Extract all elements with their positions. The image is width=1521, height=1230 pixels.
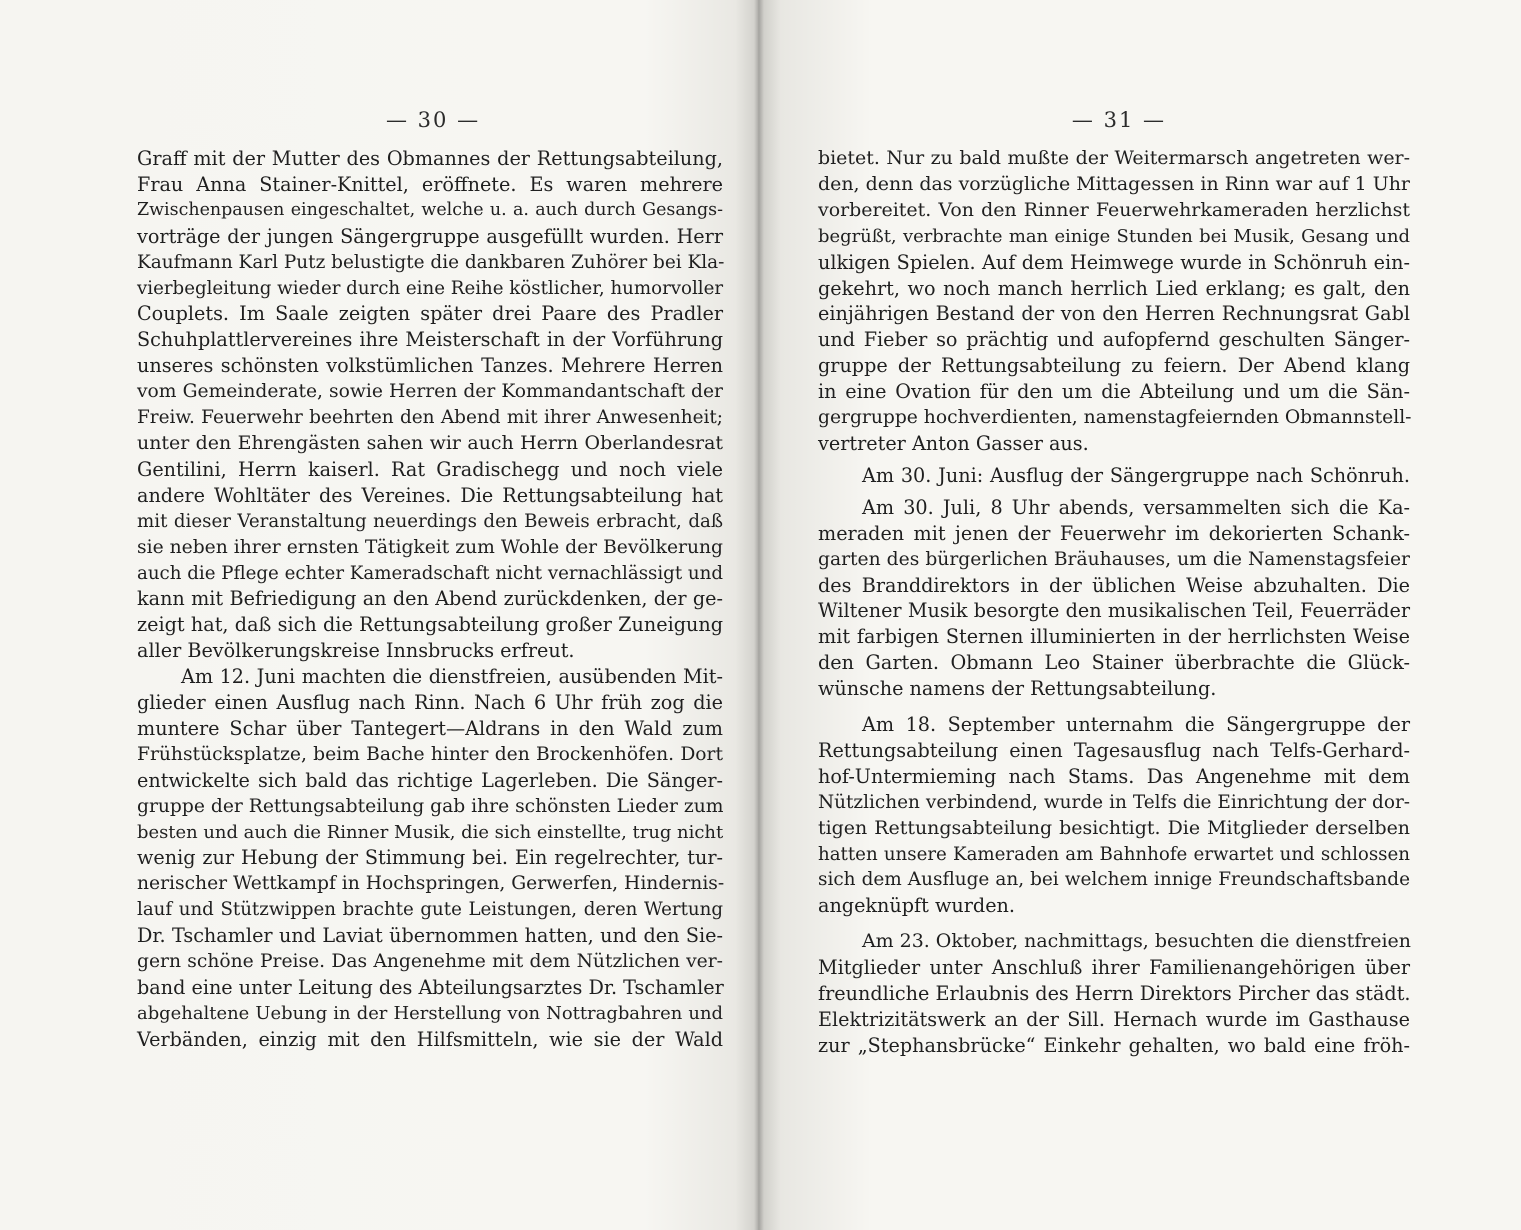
text-line: muntere Schar über Tantegert—Aldrans in den Wald zum <box>137 716 723 740</box>
text-line: Schuhplattlervereines ihre Meisterschaft in der Vorführung <box>137 328 723 352</box>
text-line: Frau Anna Stainer-Knittel, eröffnete. Es waren mehrere <box>137 172 723 196</box>
text-line: Mitglieder unter Anschluß ihrer Familienangehörigen über <box>818 956 1410 980</box>
left-page-number: — 30 — <box>386 108 481 132</box>
text-line: Am 30. Juli, 8 Uhr abends, versammelten sich die Ka- <box>862 495 1410 519</box>
right-page-number: — 31 — <box>1071 108 1166 132</box>
left-page-text <box>137 146 723 1053</box>
text-line: und Fieber so prächtig und aufopfernd geschulten Sänger- <box>818 328 1410 352</box>
text-line: garten des bürgerlichen Bräuhauses, um die Namenstagsfeier <box>818 548 1410 570</box>
text-line: sich dem Ausfluge an, bei welchem innige Freundschaftsbande <box>818 869 1410 891</box>
text-line: gruppe der Rettungsabteilung gab ihre schönsten Lieder zum <box>137 795 724 817</box>
text-line: Gentilini, Herrn kaiserl. Rat Gradischegg und noch viele <box>137 457 723 481</box>
text-line: in eine Ovation für den um die Abteilung und um die Sän- <box>818 380 1410 404</box>
text-line: den Garten. Obmann Leo Stainer überbrachte die Glück- <box>818 651 1410 675</box>
text-line: kann mit Befriedigung an den Abend zurückdenken, der ge- <box>137 587 723 611</box>
text-line: vorbereitet. Von den Rinner Feuerwehrkameraden herzlichst <box>818 198 1410 221</box>
text-line: wünsche namens der Rettungsabteilung. <box>818 677 1217 701</box>
text-line: besten und auch die Rinner Musik, die sich einstellte, trug nicht <box>137 821 724 843</box>
text-line: vertreter Anton Gasser aus. <box>818 431 1089 455</box>
text-line: sie neben ihrer ernsten Tätigkeit zum Wohle der Bevölkerung <box>137 536 723 558</box>
text-line: band eine unter Leitung des Abteilungsarztes Dr. Tschamler <box>137 976 724 999</box>
text-line: vorträge der jungen Sängergruppe ausgefüllt wurden. Herr <box>137 224 723 248</box>
text-line: unseres schönsten volkstümlichen Tanzes. Mehrere Herren <box>137 354 723 378</box>
text-line: Wiltener Musik besorgte den musikalischen Teil, Feuerräder <box>818 599 1410 623</box>
text-line: Verbänden, einzig mit den Hilfsmitteln, wie sie der Wald <box>137 1027 723 1051</box>
text-line: glieder einen Ausflug nach Rinn. Nach 6 Uhr früh zog die <box>137 691 723 715</box>
text-line: lauf und Stützwippen brachte gute Leistungen, deren Wertung <box>137 899 723 921</box>
text-line: begrüßt, verbrachte man einige Stunden bei Musik, Gesang und <box>818 225 1410 247</box>
text-line: hatten unsere Kameraden am Bahnhofe erwartet und schlossen <box>818 843 1410 865</box>
text-line: meraden mit jenen der Feuerwehr im dekorierten Schank- <box>818 521 1410 545</box>
text-line: freundliche Erlaubnis des Herrn Direktors Pircher das städt. <box>818 982 1411 1006</box>
text-line: Am 12. Juni machten die dienstfreien, ausübenden Mit- <box>181 665 723 689</box>
text-line: auch die Pflege echter Kameradschaft nicht vernachlässigt und <box>137 562 723 584</box>
text-line: gern schöne Preise. Das Angenehme mit dem Nützlichen ver- <box>137 951 723 973</box>
text-line: Elektrizitätswerk an der Sill. Hernach wurde im Gasthause <box>818 1008 1410 1031</box>
text-line: Am 18. September unternahm die Sängergruppe der <box>862 713 1410 737</box>
text-line: bietet. Nur zu bald mußte der Weitermarsch angetreten wer- <box>818 147 1410 169</box>
text-line: Am 23. Oktober, nachmittags, besuchten die dienstfreien <box>862 930 1411 953</box>
text-line: gekehrt, wo noch manch herrlich Lied erklang; es galt, den <box>818 276 1410 300</box>
text-line: Nützlichen verbindend, wurde in Telfs die Einrichtung der dor- <box>818 791 1410 813</box>
text-line: aller Bevölkerungskreise Innsbrucks erfreut. <box>137 639 575 663</box>
text-line: Am 30. Juni: Ausflug der Sängergruppe nach Schönruh. <box>862 463 1410 487</box>
text-line: unter den Ehrengästen sahen wir auch Herrn Oberlandesrat <box>137 431 723 454</box>
text-line: hof-Untermieming nach Stams. Das Angenehme mit dem <box>818 764 1410 788</box>
text-line: nerischer Wettkampf in Hochspringen, Gerwerfen, Hindernis- <box>137 873 725 895</box>
text-line: Rettungsabteilung einen Tagesausflug nach Telfs-Gerhard- <box>818 738 1410 762</box>
text-line: Kaufmann Karl Putz belustigte die dankbaren Zuhörer bei Kla- <box>137 251 725 273</box>
text-line: ulkigen Spielen. Auf dem Heimwege wurde in Schönruh ein- <box>818 250 1410 274</box>
text-line: tigen Rettungsabteilung besichtigt. Die Mitglieder derselben <box>818 816 1410 839</box>
text-line: abgehaltene Uebung in der Herstellung von Nottragbahren und <box>137 1002 723 1024</box>
text-line: angeknüpft wurden. <box>818 894 1016 918</box>
text-line: den, denn das vorzügliche Mittagessen in Rinn war auf 1 Uhr <box>818 172 1410 195</box>
text-line: Zwischenpausen eingeschaltet, welche u. a. auch durch Gesangs- <box>137 199 723 220</box>
text-line: gruppe der Rettungsabteilung zu feiern. Der Abend klang <box>818 354 1410 378</box>
text-line: Couplets. Im Saale zeigten später drei Paare des Pradler <box>137 302 723 326</box>
text-line: vierbegleitung wieder durch eine Reihe köstlicher, humorvoller <box>137 277 724 299</box>
text-line: Graff mit der Mutter des Obmannes der Rettungsabteilung, <box>137 147 723 170</box>
text-line: Freiw. Feuerwehr beehrten den Abend mit ihrer Anwesenheit; <box>137 407 723 429</box>
text-line: einjährigen Bestand der von den Herren Rechnungsrat Gabl <box>818 302 1410 326</box>
left-page <box>0 0 758 1230</box>
text-line: gergruppe hochverdienten, namenstagfeiernden Obmannstell- <box>818 407 1412 429</box>
text-line: zeigt hat, daß sich die Rettungsabteilung großer Zuneigung <box>137 613 723 637</box>
text-line: wenig zur Hebung der Stimmung bei. Ein regelrechter, tur- <box>137 846 723 870</box>
text-line: mit dieser Veranstaltung neuerdings den Beweis erbracht, daß <box>137 510 723 532</box>
text-line: entwickelte sich bald das richtige Lagerleben. Die Sänger- <box>137 768 723 792</box>
text-line: vom Gemeinderate, sowie Herren der Kommandantschaft der <box>137 381 723 403</box>
text-line: zur „Stephansbrücke“ Einkehr gehalten, wo bald eine fröh- <box>818 1033 1410 1057</box>
text-line: Frühstücksplatze, beim Bache hinter den Brockenhöfen. Dort <box>137 743 723 765</box>
right-page <box>758 0 1521 1230</box>
right-page-text <box>818 146 1410 1059</box>
text-line: andere Wohltäter des Vereines. Die Rettungsabteilung hat <box>137 483 723 507</box>
text-line: mit farbigen Sternen illuminierten in der herrlichsten Weise <box>818 625 1410 649</box>
text-line: des Branddirektors in der üblichen Weise abzuhalten. Die <box>818 573 1410 597</box>
text-line: Dr. Tschamler und Laviat übernommen hatten, und den Sie- <box>137 924 723 948</box>
